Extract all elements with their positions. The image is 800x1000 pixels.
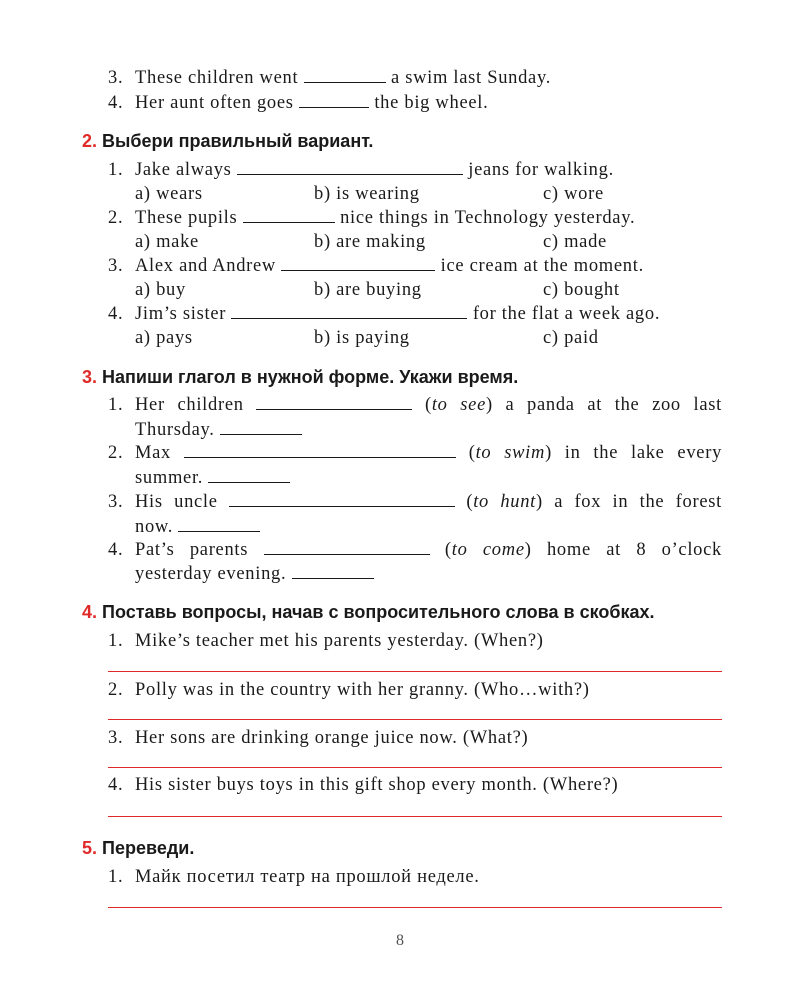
tense-blank[interactable] <box>220 419 302 435</box>
option-b[interactable]: b) are buying <box>314 280 422 300</box>
answer-blank[interactable] <box>237 159 463 175</box>
answer-line[interactable] <box>108 671 722 672</box>
option-a[interactable]: a) make <box>135 232 199 252</box>
answer-blank[interactable] <box>281 255 435 271</box>
tense-blank[interactable] <box>292 563 374 579</box>
verb-blank[interactable] <box>264 539 430 555</box>
answer-blank[interactable] <box>299 92 369 108</box>
option-c[interactable]: c) paid <box>543 328 599 348</box>
workbook-page: 3. These children went a swim last Sunday. 4. Her aunt often goes the big wheel. 2. Выбери правильный вариант. 1. Jake always jeans for walking. a) wears b) is wearing c) wore 2. These pupils nice things in Technology yesterday. a) make b) are making c) made 3. Alex and Andrew ice cream at the moment. a) buy b) are buying c) bought 4. Jim’s sister for the flat a week ago. a) pays b) is paying c) paid 3. Напиши глагол в нужной форме. Укажи время. 1. Her children (to see) a panda at the zoo last Thursday. 2. Max (to swim) in the lake every summer. 3. His uncle (to hunt) a fox in the forest now. 4. Pat’s parents (to come) home at 8 o’clock yesterday evening. 4. Поставь вопросы, начав с вопросительного слова в скобках. 1. Mike’s teacher met his parents yesterday. (When?) 2. Polly was in the country with her granny. (Who…with?) 3. Her sons are drinking orange juice now. (What?) 4. His sister buys toys in this gift shop every month. (Where?) 5. Переведи. 1. Майк посетил театр на прошлой неделе. 8 <box>0 0 800 1000</box>
option-a[interactable]: a) wears <box>135 184 203 204</box>
answer-blank[interactable] <box>304 67 386 83</box>
answer-blank[interactable] <box>243 207 335 223</box>
answer-line[interactable] <box>108 719 722 720</box>
option-c[interactable]: c) wore <box>543 184 604 204</box>
answer-blank[interactable] <box>231 303 467 319</box>
answer-line[interactable] <box>108 907 722 908</box>
answer-line[interactable] <box>108 767 722 768</box>
option-b[interactable]: b) is wearing <box>314 184 420 204</box>
exercise-2-heading: 2. Выбери правильный вариант. <box>82 131 374 151</box>
exercise-5-heading: 5. Переведи. <box>82 838 195 858</box>
exercise-3-heading: 3. Напиши глагол в нужной форме. Укажи время. <box>82 367 519 387</box>
tense-blank[interactable] <box>178 516 260 532</box>
page-number: 8 <box>396 932 404 949</box>
option-b[interactable]: b) is paying <box>314 328 410 348</box>
verb-blank[interactable] <box>229 491 455 507</box>
option-c[interactable]: c) bought <box>543 280 620 300</box>
verb-blank[interactable] <box>256 394 412 410</box>
option-b[interactable]: b) are making <box>314 232 426 252</box>
answer-line[interactable] <box>108 816 722 817</box>
option-a[interactable]: a) pays <box>135 328 193 348</box>
option-a[interactable]: a) buy <box>135 280 186 300</box>
verb-blank[interactable] <box>184 442 456 458</box>
tense-blank[interactable] <box>208 467 290 483</box>
option-c[interactable]: c) made <box>543 232 607 252</box>
exercise-4-heading: 4. Поставь вопросы, начав с вопросительного слова в скобках. <box>82 602 655 622</box>
